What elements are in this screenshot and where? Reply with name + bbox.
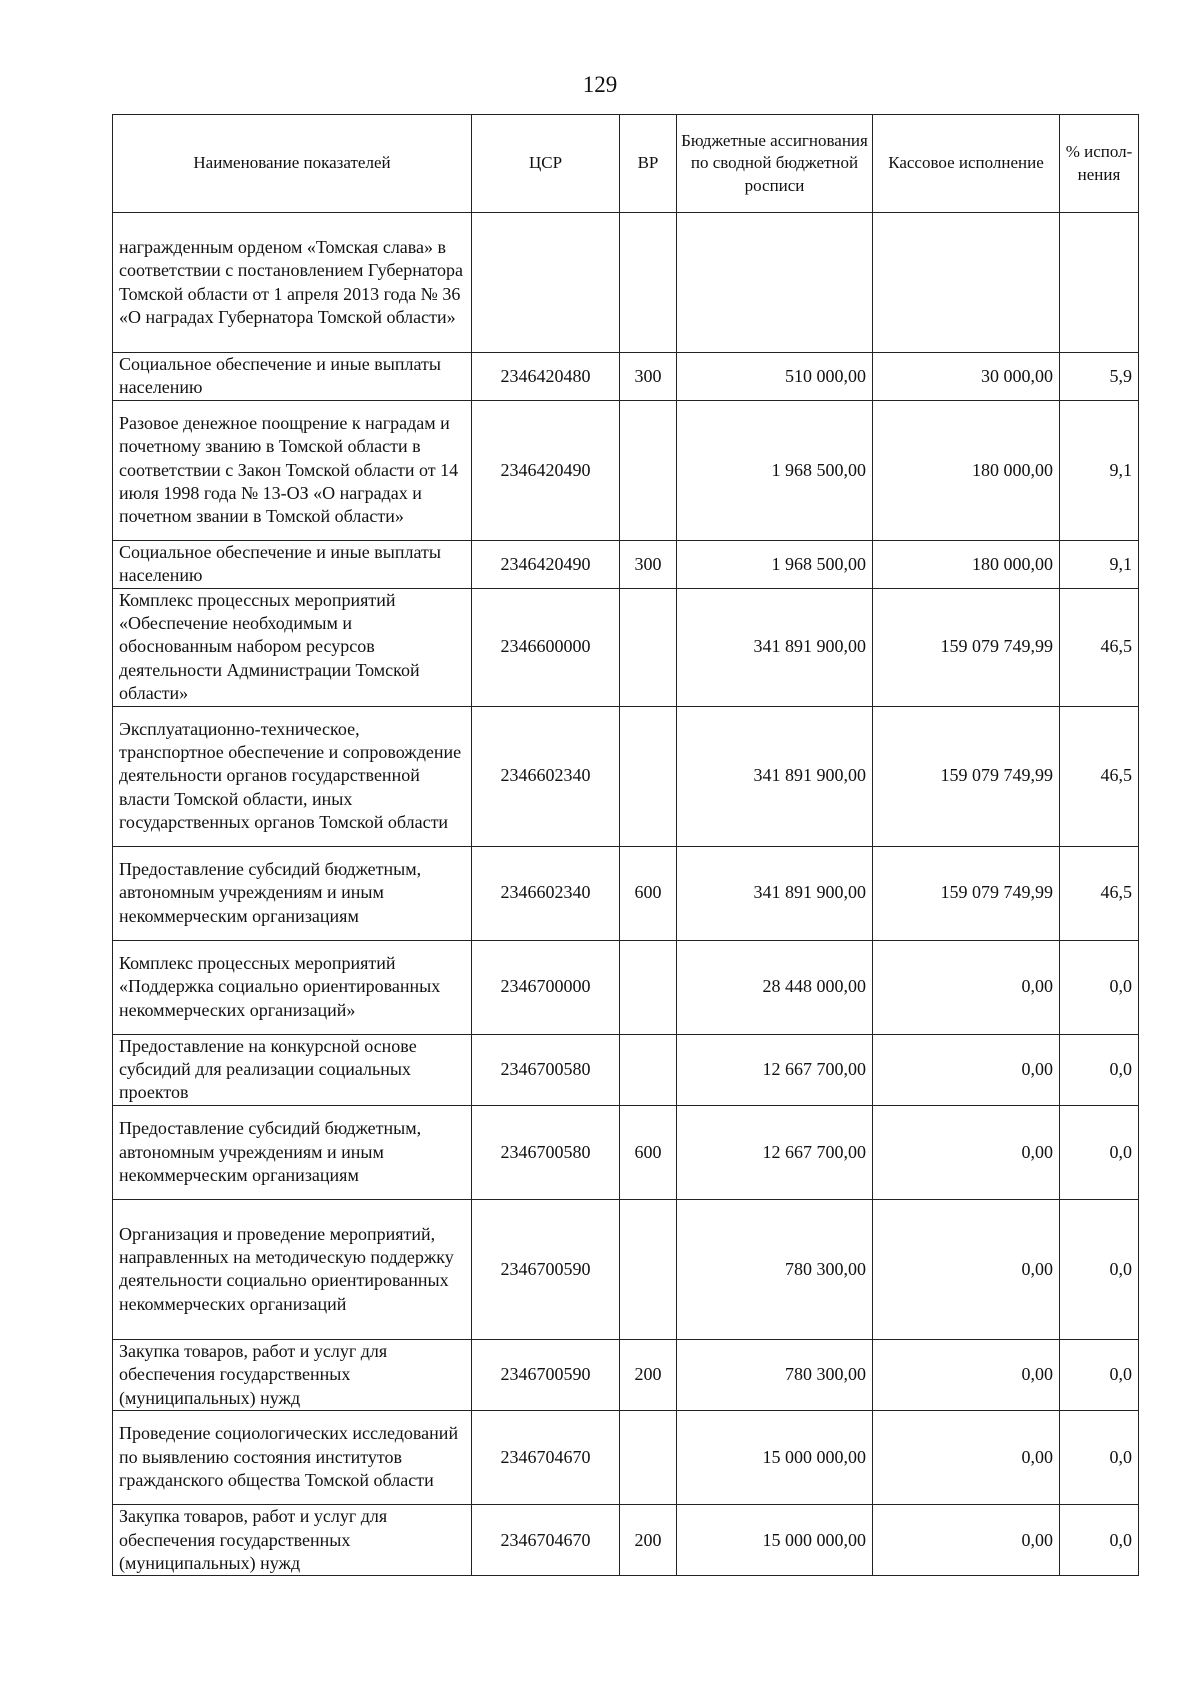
row-csr-cell: 2346420490 [472,400,620,540]
row-cash-cell: 159 079 749,99 [873,846,1060,940]
row-percent-cell: 0,0 [1060,1105,1139,1199]
table-row [113,353,1139,401]
row-vr-cell [620,588,677,706]
row-budget-cell: 12 667 700,00 [677,1034,873,1105]
row-csr-cell: 2346700590 [472,1339,620,1410]
row-budget-cell: 780 300,00 [677,1339,873,1410]
row-budget-cell: 780 300,00 [677,1199,873,1339]
row-cash-cell: 0,00 [873,1105,1060,1199]
row-percent-cell: 9,1 [1060,540,1139,588]
row-budget-cell: 1 968 500,00 [677,540,873,588]
row-budget-cell: 15 000 000,00 [677,1505,873,1576]
table-row [113,940,1139,1034]
row-percent-cell: 0,0 [1060,1199,1139,1339]
budget-execution-table [112,114,1139,1576]
row-csr-cell: 2346700580 [472,1105,620,1199]
header-csr: ЦСР [472,115,620,213]
header-vr: ВР [620,115,677,213]
row-name-cell: Комплекс процессных мероприятий «Поддержка социально ориентированных некоммерческих организаций» [113,940,472,1034]
row-name-cell: Предоставление субсидий бюджетным, автономным учреждениям и иным некоммерческим организациям [113,846,472,940]
row-csr-cell: 2346602340 [472,846,620,940]
row-vr-cell: 600 [620,846,677,940]
row-percent-cell [1060,213,1139,353]
row-percent-cell: 46,5 [1060,706,1139,846]
row-vr-cell: 300 [620,353,677,401]
table-row [113,213,1139,353]
row-vr-cell: 200 [620,1339,677,1410]
row-cash-cell: 0,00 [873,1339,1060,1410]
row-budget-cell [677,213,873,353]
row-name-cell: Предоставление на конкурсной основе субсидий для реализации социальных проектов [113,1034,472,1105]
row-budget-cell: 341 891 900,00 [677,846,873,940]
row-cash-cell: 0,00 [873,940,1060,1034]
row-percent-cell: 0,0 [1060,1034,1139,1105]
row-name-cell: Закупка товаров, работ и услуг для обеспечения государственных (муниципальных) нужд [113,1505,472,1576]
table-row [113,1411,1139,1505]
row-vr-cell: 200 [620,1505,677,1576]
row-vr-cell [620,213,677,353]
table-row [113,540,1139,588]
row-csr-cell: 2346420480 [472,353,620,401]
row-name-cell: Социальное обеспечение и иные выплаты населению [113,353,472,401]
row-budget-cell: 341 891 900,00 [677,706,873,846]
page-number: 129 [582,72,618,97]
row-cash-cell: 159 079 749,99 [873,706,1060,846]
row-name-cell: Проведение социологических исследований по выявлению состояния институтов гражданского общества Томской области [113,1411,472,1505]
row-budget-cell: 510 000,00 [677,353,873,401]
row-csr-cell: 2346700590 [472,1199,620,1339]
row-percent-cell: 5,9 [1060,353,1139,401]
row-budget-cell: 12 667 700,00 [677,1105,873,1199]
row-cash-cell: 0,00 [873,1411,1060,1505]
table-row [113,1199,1139,1339]
row-name-cell: Закупка товаров, работ и услуг для обеспечения государственных (муниципальных) нужд [113,1339,472,1410]
row-vr-cell [620,1199,677,1339]
row-csr-cell: 2346704670 [472,1505,620,1576]
row-vr-cell [620,1411,677,1505]
row-percent-cell: 46,5 [1060,588,1139,706]
row-percent-cell: 0,0 [1060,940,1139,1034]
row-percent-cell: 0,0 [1060,1505,1139,1576]
row-cash-cell: 0,00 [873,1199,1060,1339]
row-csr-cell: 2346704670 [472,1411,620,1505]
row-vr-cell [620,706,677,846]
header-name: Наименование показателей [113,115,472,213]
row-cash-cell: 180 000,00 [873,540,1060,588]
row-csr-cell: 2346420490 [472,540,620,588]
row-csr-cell: 2346700580 [472,1034,620,1105]
row-csr-cell [472,213,620,353]
row-budget-cell: 28 448 000,00 [677,940,873,1034]
table-header-row [113,115,1139,213]
row-name-cell: Комплекс процессных мероприятий «Обеспечение необходимым и обоснованным набором ресурсов деятельности Администрации Томской области» [113,588,472,706]
table-row [113,1034,1139,1105]
row-percent-cell: 9,1 [1060,400,1139,540]
table-row [113,846,1139,940]
row-name-cell: Разовое денежное поощрение к наградам и почетному званию в Томской области в соответствии с Закон Томской области от 14 июля 1998 года № 13-ОЗ «О наградах и почетном звании в Томской области» [113,400,472,540]
row-csr-cell: 2346602340 [472,706,620,846]
table-row [113,1105,1139,1199]
row-cash-cell [873,213,1060,353]
row-percent-cell: 46,5 [1060,846,1139,940]
row-vr-cell: 300 [620,540,677,588]
row-budget-cell: 15 000 000,00 [677,1411,873,1505]
row-cash-cell: 30 000,00 [873,353,1060,401]
row-csr-cell: 2346700000 [472,940,620,1034]
row-percent-cell: 0,0 [1060,1339,1139,1410]
row-name-cell: Предоставление субсидий бюджетным, автономным учреждениям и иным некоммерческим организациям [113,1105,472,1199]
table-row [113,400,1139,540]
row-cash-cell: 0,00 [873,1034,1060,1105]
row-vr-cell [620,940,677,1034]
row-cash-cell: 180 000,00 [873,400,1060,540]
row-vr-cell [620,400,677,540]
table-row [113,1339,1139,1410]
row-name-cell: Организация и проведение мероприятий, направленных на методическую поддержку деятельности социально ориентированных некоммерческих организаций [113,1199,472,1339]
row-vr-cell: 600 [620,1105,677,1199]
row-percent-cell: 0,0 [1060,1411,1139,1505]
row-budget-cell: 341 891 900,00 [677,588,873,706]
table-row [113,1505,1139,1576]
table-row [113,588,1139,706]
row-cash-cell: 159 079 749,99 [873,588,1060,706]
row-csr-cell: 2346600000 [472,588,620,706]
row-budget-cell: 1 968 500,00 [677,400,873,540]
row-name-cell: Социальное обеспечение и иные выплаты населению [113,540,472,588]
table-row [113,706,1139,846]
header-cash-execution: Кассовое исполнение [873,115,1060,213]
row-name-cell: награжденным орденом «Томская слава» в соответствии с постановлением Губернатора Томской области от 1 апреля 2013 года № 36 «О наградах Губернатора Томской области» [113,213,472,353]
header-percent-execution: % испол-нения [1060,115,1139,213]
row-cash-cell: 0,00 [873,1505,1060,1576]
row-vr-cell [620,1034,677,1105]
header-budget-allocations: Бюджетные ассигнования по сводной бюджетной росписи [677,115,873,213]
row-name-cell: Эксплуатационно-техническое, транспортное обеспечение и сопровождение деятельности органов государственной власти Томской области, иных государственных органов Томской области [113,706,472,846]
